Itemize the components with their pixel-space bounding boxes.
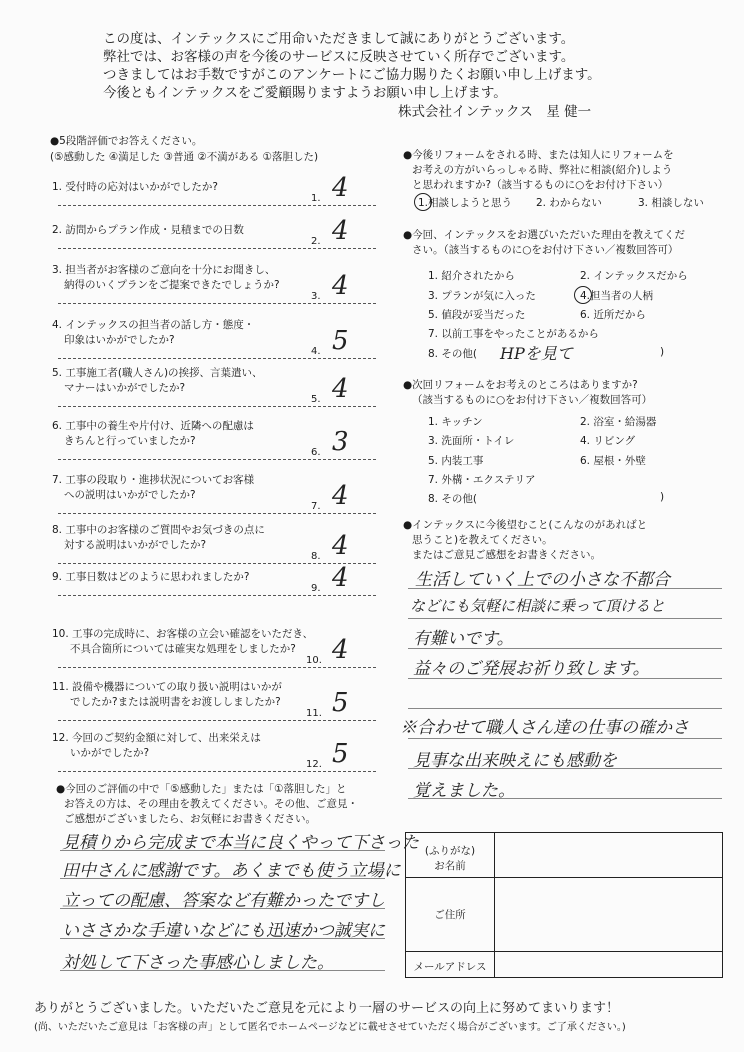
question-11-text: 11. 設備や機器についての取り扱い説明はいかが (52, 681, 282, 693)
signature: 株式会社インテックス 星 健一 (398, 104, 592, 120)
question-4-text: 印象はいかがでしたか? (64, 334, 175, 346)
question-2-text: 2. 訪問からプラン作成・見積までの日数 (52, 224, 244, 236)
next-intro-2: （該当するものに○をお付け下さい／複数回答可） (412, 394, 653, 406)
question-8-text: 8. 工事中のお客様のご質問やお気づきの点に (52, 524, 265, 536)
question-10-text: 不具合箇所については確実な処理をしましたか? (70, 643, 296, 655)
question-12-text: 12. 今回のご契約金額に対して、出来栄えは (52, 732, 261, 744)
referral-intro-3: と思われますか?（該当するものに○をお付け下さい） (412, 179, 669, 191)
next-option-close: ) (660, 491, 665, 503)
next-option-2: 2. 浴室・給湯器 (580, 416, 657, 428)
wish-comment-8: 覚えました。 (413, 781, 515, 801)
wish-intro-2: 思うこと)を教えてください。 (412, 534, 553, 546)
reason-comment-4: いささかな手違いなどにも迅速かつ誠実に (62, 921, 385, 941)
choice-option-4: 4.担当者の人柄 (580, 290, 654, 302)
referral-intro-1: ●今後リフォームをされる時、または知人にリフォームを (403, 149, 674, 161)
question-6-number: 6. (311, 447, 321, 458)
question-7-answer: 4 (332, 481, 349, 511)
question-4-answer: 5 (332, 326, 349, 356)
next-option-1: 1. キッチン (428, 416, 483, 428)
question-7-text: への説明はいかがでしたか? (64, 489, 196, 501)
choice-other-text: HPを見て (500, 344, 573, 363)
question-5-answer: 4 (332, 374, 349, 404)
choice-option-1: 1. 紹介されたから (428, 270, 515, 282)
reason-intro-2: お答えの方は、その理由を教えてください。その他、ご意見・ (64, 798, 358, 810)
email-label: メールアドレス (413, 961, 487, 973)
question-3-number: 3. (311, 291, 321, 302)
wish-comment-1: 生活していく上での小さな不都合 (415, 570, 670, 590)
wish-intro-1: ●インテックスに今後望むこと(こんなのがあればと (403, 519, 648, 531)
choice-option-5: 5. 値段が妥当だった (428, 309, 526, 321)
furigana-label: (ふりがな) (424, 845, 476, 857)
wish-comment-3: 有難いです。 (413, 629, 514, 649)
reason-comment-3: 立っての配慮、答案など有難かったですし (62, 891, 385, 911)
header-line-2: 弊社では、お客様の声を今後のサービスに反映させていく所存でございます。 (103, 49, 575, 65)
referral-option-1: 1.相談しようと思う (418, 197, 513, 209)
header-line-3: つきましてはお手数ですがこのアンケートにご協力賜りたくお願い申し上げます。 (103, 67, 601, 83)
next-intro-1: ●次回リフォームをお考えのところはありますか? (403, 379, 638, 391)
question-7-text: 7. 工事の段取り・進捗状況についてお客様 (52, 474, 255, 486)
question-1-number: 1. (311, 193, 321, 204)
question-10-number: 10. (306, 655, 322, 666)
question-11-text: でしたか?または説明書をお渡ししましたか? (70, 696, 281, 708)
choice-option-7: 7. 以前工事をやったことがあるから (428, 328, 599, 340)
question-12-number: 12. (306, 759, 322, 770)
question-9-answer: 4 (332, 563, 349, 593)
reason-choice-intro-1: ●今回、インテックスをお選びいただいた理由を教えてくだ (403, 229, 686, 241)
next-option-3: 3. 洗面所・トイレ (428, 435, 515, 447)
footer-thanks: ありがとうございました。いただいたご意見を元により一層のサービスの向上に努めてまいります！ (34, 1001, 620, 1016)
next-option-6: 6. 屋根・外壁 (580, 455, 646, 467)
reason-comment-1: 見積りから完成まで本当に良くやって下さった (62, 833, 419, 853)
wish-intro-3: またはご意見ご感想をお書きください。 (412, 549, 601, 561)
rating-scale: (⑤感動した ④満足した ③普通 ②不満がある ①落胆した) (50, 151, 319, 163)
question-5-text: 5. 工事施工者(職人さん)の挨拶、言葉遣い、 (52, 367, 263, 379)
question-8-text: 対する説明はいかがでしたか? (64, 539, 207, 551)
question-2-answer: 4 (332, 216, 349, 246)
question-1-text: 1. 受付時の応対はいかがでしたか? (52, 181, 218, 193)
question-12-text: いかがでしたか? (70, 747, 150, 759)
question-1-answer: 4 (332, 173, 349, 203)
reason-comment-2: 田中さんに感謝です。あくまでも使う立場に (62, 861, 401, 881)
question-10-answer: 4 (332, 635, 349, 665)
choice-option-3: 3. プランが気に入った (428, 290, 536, 302)
wish-comment-6: ※合わせて職人さん達の仕事の確かさ (400, 718, 689, 738)
header-line-4: 今後ともインテックスをご愛顧賜りますようお願い申し上げます。 (103, 85, 507, 101)
choice-option-close: ) (660, 346, 665, 358)
question-3-text: 3. 担当者がお客様のご意向を十分にお聞きし、 (52, 264, 276, 276)
footer-note: (尚、いただいたご意見は「お客様の声」として匿名でホームページなどに載せさせていただく場合がございます。ご了承ください。) (34, 1022, 626, 1033)
question-9-text: 9. 工事日数はどのように思われましたか? (52, 571, 250, 583)
choice-option-6: 6. 近所だから (580, 309, 646, 321)
referral-option-3: 3. 相談しない (638, 197, 704, 209)
header-line-1: この度は、インテックスにご用命いただきまして誠にありがとうございます。 (103, 31, 575, 47)
question-3-text: 納得のいくプランをご提案できたでしょうか? (64, 279, 280, 291)
contact-form (405, 832, 723, 978)
next-option-8: 8. その他( (428, 493, 477, 505)
reason-comment-5: 対処して下さった事感心しました。 (62, 953, 334, 973)
choice-option-8: 8. その他( (428, 348, 477, 360)
question-11-number: 11. (306, 708, 322, 719)
question-7-number: 7. (311, 501, 321, 512)
question-2-number: 2. (311, 236, 321, 247)
next-option-5: 5. 内装工事 (428, 455, 484, 467)
question-4-number: 4. (311, 346, 321, 357)
question-4-text: 4. インテックスの担当者の話し方・態度・ (52, 319, 255, 331)
question-6-text: きちんと行っていましたか? (64, 435, 196, 447)
next-option-4: 4. リビング (580, 435, 636, 447)
question-5-number: 5. (311, 394, 321, 405)
address-label: ご住所 (434, 909, 466, 921)
name-label: お名前 (434, 860, 466, 872)
question-9-number: 9. (311, 583, 321, 594)
question-10-text: 10. 工事の完成時に、お客様の立会い確認をいただき、 (52, 628, 314, 640)
wish-comment-4: 益々のご発展お祈り致します。 (413, 659, 650, 679)
question-6-text: 6. 工事中の養生や片付け、近隣への配慮は (52, 420, 254, 432)
question-8-answer: 4 (332, 531, 349, 561)
referral-option-2: 2. わからない (536, 197, 602, 209)
question-12-answer: 5 (332, 739, 349, 769)
question-3-answer: 4 (332, 271, 349, 301)
referral-intro-2: お考えの方がいらっしゃる時、弊社に相談(紹介)しよう (412, 164, 673, 176)
wish-comment-2: などにも気軽に相談に乗って頂けると (410, 597, 666, 615)
question-5-text: マナーはいかがでしたか? (64, 382, 186, 394)
next-option-7: 7. 外構・エクステリア (428, 474, 536, 486)
wish-comment-7: 見事な出来映えにも感動を (413, 751, 617, 771)
reason-intro-3: ご感想がございましたら、お気軽にお書きください。 (64, 813, 316, 825)
choice-option-2: 2. インテックスだから (580, 270, 688, 282)
rating-intro: ●5段階評価でお答えください。 (50, 135, 203, 147)
reason-choice-intro-2: さい。（該当するものに○をお付け下さい／複数回答可） (412, 244, 679, 256)
question-6-answer: 3 (332, 427, 349, 457)
question-8-number: 8. (311, 551, 321, 562)
question-11-answer: 5 (332, 688, 349, 718)
reason-intro-1: ●今回のご評価の中で「⑤感動した」または「①落胆した」と (56, 783, 347, 795)
